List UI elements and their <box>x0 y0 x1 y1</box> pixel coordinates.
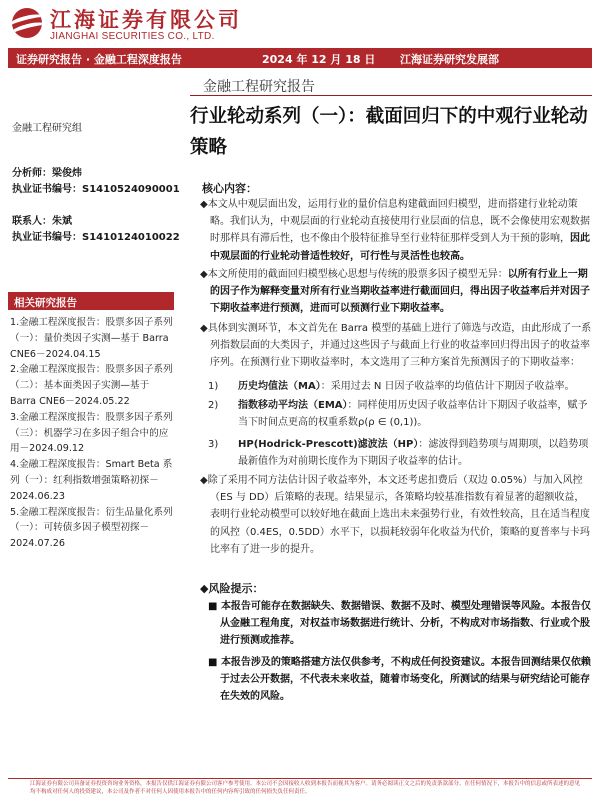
contact-label: 联系人： <box>12 216 52 227</box>
related-report-item[interactable]: 2.金融工程深度报告：股票多因子系列（二）：基本面类因子实测—基于 Barra CNE6－2024.05.22 <box>10 364 173 407</box>
p2-text: 本文所使用的截面回归模型核心思想与传统的股票多因子模型无异： <box>207 269 508 280</box>
related-report-item[interactable]: 4.金融工程深度报告：Smart Beta 系列（一）：红利指数增强策略初探－2024.06.23 <box>10 459 173 502</box>
report-header-bar <box>8 48 592 68</box>
disclaimer-footer: 江海证券有限公司具备证券投资咨询业务资格，本报告仅供江海证券有限公司客户参考使用。本公司不会因接收人收到本报告而视其为客户。请务必阅读正文之后的免责条款部分。在任何情况下，本报告中的信息或所表述的意见均不构成对任何人的投资建议，本公司及作者不对任何人因使用本报告中的任何内容所引致的任何损失负任何责任。 <box>30 781 581 795</box>
report-category: 证券研究报告 · 金融工程深度报告 <box>16 53 182 66</box>
analyst-cert-line <box>12 180 180 195</box>
risk-item: ■ 本报告涉及的策略搭建方法仅供参考，不构成任何投资建议。本报告回测结果仅依赖于过去公开数据，不代表未来收益，随着市场变化，所测试的结果与研究结论可能存在失效的风险。 <box>208 657 591 703</box>
method-desc: ：采用过去 N 日因子收益率的均值估计下期因子收益率。 <box>320 381 575 392</box>
company-logo-icon <box>12 8 42 38</box>
risk-heading-text: 风险提示： <box>208 582 264 595</box>
method-item <box>208 397 592 431</box>
core-content-heading: 核心内容： <box>202 182 257 195</box>
method-item <box>208 378 592 395</box>
method-desc: ：滤波得到趋势项与周期项，以趋势项最新值作为对前期长度作为下期因子收益率的估计。 <box>238 438 589 467</box>
contact-cert-label: 执业证书编号： <box>12 232 82 243</box>
company-name-en: JIANGHAI SECURITIES CO., LTD. <box>50 31 215 42</box>
method-name: HP(Hodrick-Prescott)滤波法（HP） <box>238 438 419 450</box>
risk-item-text: 本报告涉及的策略搭建方法仅供参考，不构成任何投资建议。本报告回测结果仅依赖于过去公开数据，不代表未来收益，随着市场变化，所测试的结果与研究结论可能存在失效的风险。 <box>220 657 591 703</box>
method-number: 1) <box>208 381 219 392</box>
method-desc: ：同样使用历史因子收益率估计下期因子收益率，赋予当下时间点更高的权重系数ρ(ρ ∈ (0,1))。 <box>238 400 588 429</box>
research-department: 江海证券研究发展部 <box>400 53 499 66</box>
contact-cert-line <box>12 228 180 243</box>
core-paragraph-2: ◆本文所使用的截面回归模型核心思想与传统的股票多因子模型无异：以所有行业上一期的因子作为解释变量对所有行业当期收益率进行截面回归，得出因子收益率后并对因子下期收益率进行预测，进而可以预测行业下期收益率。 <box>200 269 590 315</box>
contact-name: 朱斌 <box>52 216 72 227</box>
title-divider <box>190 95 592 96</box>
related-reports-list <box>10 315 175 552</box>
related-report-item[interactable]: 5.金融工程深度报告：衍生品量化系列（一）：可转债多因子模型初探－2024.07.26 <box>10 506 173 550</box>
p1-text: 本文从中观层面出发，运用行业的量价信息构建截面回归模型，进而搭建行业轮动策略。我们认为，中观层面的行业轮动直接使用行业层面的信息，既不会像使用宏观数据时那样具有滞后性，也不像由个股特征推导至行业特征那样受到人为干预的影响， <box>207 199 590 245</box>
p4-text: 除了采用不同方法估计因子收益率外，本文还考虑扣费后（双边 0.05%）与加入风控（ES 与 DD）后策略的表现。结果显示，各策略均较基准指数有着显著的超额收益，表明行业轮动模型可以较好地在截面上选出未来强势行业，有效性较高，且在适当程度的风控（0.4ES，0.5DD）水平下，以损耗较弱年化收益为代价，策略的夏普率与卡玛比率有了进一步的提升。 <box>207 475 590 555</box>
method-name: 指数移动平均法（EMA） <box>238 400 348 412</box>
report-date: 2024 年 12 月 18 日 <box>262 53 376 66</box>
method-number: 2) <box>208 400 219 412</box>
p2-bold: 以所有行业上一期的因子作为解释变量对所有行业当期收益率进行截面回归，得出因子收益率后并对因子下期收益率进行预测，进而可以预测行业下期收益率。 <box>210 269 590 315</box>
footer-divider <box>8 778 592 779</box>
risk-heading: ◆风险提示： <box>200 582 264 595</box>
method-list <box>208 378 592 470</box>
related-report-item[interactable]: 3.金融工程深度报告：股票多因子系列（三）：机器学习在多因子组合中的应用－2024.09.12 <box>10 411 173 455</box>
research-group: 金融工程研究组 <box>12 123 82 134</box>
analyst-cert-label: 执业证书编号： <box>12 184 82 195</box>
method-item <box>208 436 592 470</box>
related-reports-heading: 相关研究报告 <box>8 292 174 310</box>
method-number: 3) <box>208 438 219 450</box>
company-name-cn: 江海证券有限公司 <box>50 7 242 32</box>
p1-bold: 因此中观层面的行业轮动普适性较好，可行性与灵活性也较高。 <box>210 233 590 262</box>
core-paragraph-3: ◆具体到实测环节，本文首先在 Barra 模型的基础上进行了筛选与改造，由此形成了一系列指数层面的大类因子，并通过这些因子与截面上行业的收益率回归得出因子的收益率序列。在预测行业下期收益率时，本文选用了三种方案首先预测因子的下期收益率： <box>200 323 592 369</box>
core-paragraph-1: ◆本文从中观层面出发，运用行业的量价信息构建截面回归模型，进而搭建行业轮动策略。我们认为，中观层面的行业轮动直接使用行业层面的信息，既不会像使用宏观数据时那样具有滞后性，也不像由个股特征推导至行业特征那样受到人为干预的影响，因此中观层面的行业轮动普适性较好，可行性与灵活性也较高。 <box>200 199 590 262</box>
p3-text: 具体到实测环节，本文首先在 Barra 模型的基础上进行了筛选与改造，由此形成了一系列指数层面的大类因子，并通过这些因子与截面上行业的收益率回归得出因子的收益率序列。在预测行业下期收益率时，本文选用了三种方案首先预测因子的下期收益率： <box>207 323 592 369</box>
core-paragraph-4: ◆除了采用不同方法估计因子收益率外，本文还考虑扣费后（双边 0.05%）与加入风控（ES 与 DD）后策略的表现。结果显示，各策略均较基准指数有着显著的超额收益，表明行业轮动模型可以较好地在截面上选出未来强势行业，有效性较高，且在适当程度的风控（0.4ES，0.5DD）水平下，以损耗较弱年化收益为代价，策略的夏普率与卡玛比率有了进一步的提升。 <box>200 475 590 555</box>
method-name: 历史均值法（MA） <box>238 381 321 392</box>
risk-item: ■ 本报告可能存在数据缺失、数据错误、数据不及时、模型处理错误等风险。本报告仅从金融工程角度，对权益市场数据进行统计、分析，不构成对市场指数、行业或个股进行预测或推荐。 <box>208 601 591 647</box>
related-report-item[interactable]: 1.金融工程深度报告：股票多因子系列（一）：量价类因子实测—基于 Barra CNE6－2024.04.15 <box>10 317 173 360</box>
analyst-cert: S1410524090001 <box>82 184 180 195</box>
analyst-line <box>12 164 82 179</box>
contact-line <box>12 212 72 227</box>
analyst-name: 梁俊炜 <box>52 168 82 179</box>
analyst-label: 分析师： <box>12 168 52 179</box>
contact-cert: S1410124010022 <box>82 232 180 243</box>
document-type: 金融工程研究报告 <box>203 79 315 95</box>
report-title: 行业轮动系列（一）：截面回归下的中观行业轮动策略 <box>190 106 588 158</box>
risk-item-text: 本报告可能存在数据缺失、数据错误、数据不及时、模型处理错误等风险。本报告仅从金融工程角度，对权益市场数据进行统计、分析，不构成对市场指数、行业或个股进行预测或推荐。 <box>220 601 591 647</box>
